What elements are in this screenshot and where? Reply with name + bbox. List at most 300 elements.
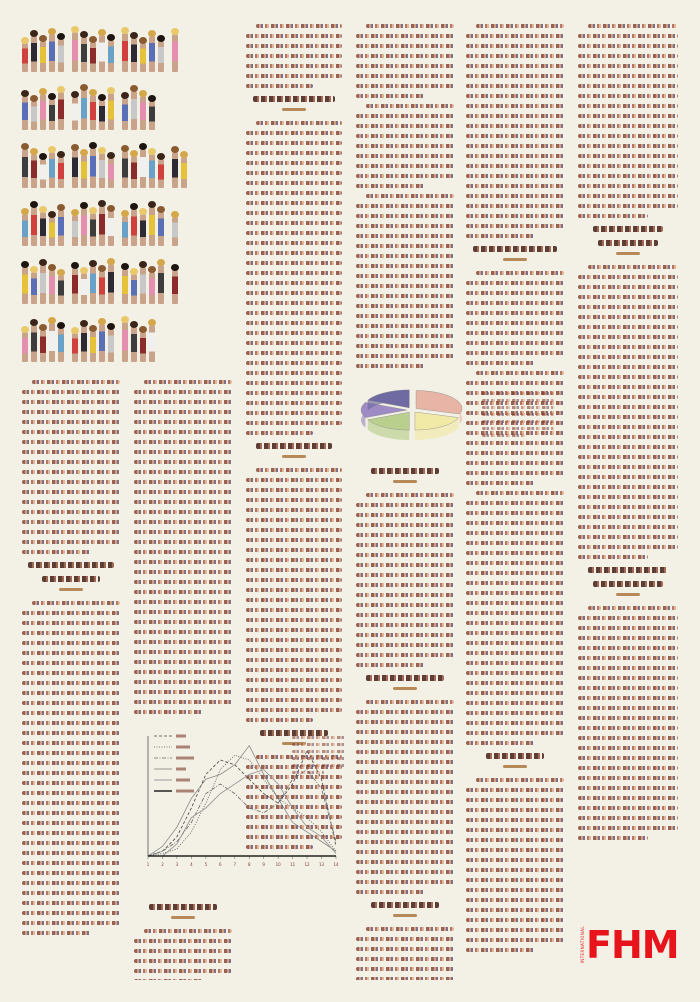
figure — [49, 98, 55, 130]
text-line — [466, 301, 564, 305]
figure — [140, 266, 146, 304]
figure — [49, 322, 55, 362]
text-line — [22, 801, 120, 805]
text-line — [578, 134, 678, 138]
text-line — [246, 141, 342, 145]
legend-entry — [176, 790, 194, 793]
figure — [90, 330, 96, 362]
text-line — [134, 590, 232, 594]
text-line — [578, 174, 678, 178]
text-line — [466, 531, 564, 535]
text-line — [356, 720, 454, 724]
section-heading — [588, 567, 668, 573]
text-line — [134, 660, 232, 664]
text-line — [22, 510, 120, 514]
figure — [149, 271, 155, 304]
text-line — [356, 820, 454, 824]
figure — [49, 269, 55, 304]
text-line — [356, 134, 454, 138]
x-tick-label: 13 — [318, 862, 325, 867]
text-line — [356, 204, 454, 208]
text-line — [22, 851, 120, 855]
figure — [158, 158, 164, 188]
text-line — [466, 114, 564, 118]
text-line — [134, 949, 232, 953]
text-line — [578, 636, 678, 640]
text-line — [356, 364, 425, 368]
text-line — [578, 726, 678, 730]
figure-row — [22, 202, 222, 246]
figure-row — [22, 318, 222, 362]
text-line — [246, 718, 313, 722]
text-line — [578, 555, 648, 559]
text-line — [134, 959, 232, 963]
figure — [131, 155, 137, 188]
text-line — [246, 271, 342, 275]
text-line — [246, 371, 342, 375]
figure — [122, 215, 128, 246]
text-line — [466, 511, 564, 515]
text-line — [578, 124, 678, 128]
text-line — [466, 64, 564, 68]
text-line — [22, 621, 120, 625]
figure — [40, 264, 46, 304]
figure — [72, 149, 78, 188]
text-line — [22, 881, 120, 885]
text-column-b — [134, 380, 232, 720]
text-column-d — [356, 24, 454, 380]
text-line — [134, 540, 232, 544]
figure — [140, 148, 146, 188]
figure — [131, 37, 137, 72]
text-line — [246, 498, 342, 502]
text-line — [246, 151, 342, 155]
text-line — [578, 355, 678, 359]
text-line — [246, 171, 342, 175]
text-line — [356, 623, 454, 627]
caption-line — [482, 427, 554, 430]
x-tick-label: 3 — [175, 862, 179, 867]
text-line — [578, 315, 678, 319]
text-line — [246, 321, 342, 325]
text-line — [356, 663, 425, 667]
text-line — [246, 608, 342, 612]
text-line — [22, 480, 120, 484]
figure — [31, 271, 37, 304]
x-tick-label: 5 — [204, 862, 208, 867]
text-line — [578, 535, 678, 539]
legend-entry — [176, 779, 190, 782]
text-line — [22, 681, 120, 685]
figure — [22, 213, 28, 246]
series-line-s3 — [148, 770, 336, 856]
text-line — [356, 643, 454, 647]
text-line — [356, 830, 454, 834]
text-line — [246, 311, 342, 315]
text-line — [466, 551, 564, 555]
x-tick-label: 2 — [161, 862, 164, 867]
text-line — [134, 560, 232, 564]
text-line — [578, 64, 678, 68]
text-line — [356, 84, 454, 88]
ornament-divider — [616, 252, 640, 255]
figure — [140, 95, 146, 130]
text-line — [356, 553, 454, 557]
text-line — [256, 468, 342, 472]
ornament-divider — [282, 455, 306, 458]
text-line — [578, 345, 678, 349]
text-line — [134, 670, 232, 674]
text-line — [366, 104, 454, 108]
text-line — [466, 471, 564, 475]
figure-row — [22, 86, 222, 130]
figure — [81, 36, 87, 72]
text-line — [356, 583, 454, 587]
figure — [172, 216, 178, 246]
x-tick-label: 4 — [190, 862, 193, 867]
text-line — [466, 788, 564, 792]
text-line — [246, 34, 342, 38]
text-line — [466, 631, 564, 635]
text-line — [22, 641, 120, 645]
text-line — [356, 184, 425, 188]
text-line — [246, 708, 342, 712]
text-line — [22, 741, 120, 745]
figure-lineup — [22, 28, 222, 362]
text-line — [466, 34, 564, 38]
text-line — [356, 294, 454, 298]
text-line — [134, 410, 232, 414]
text-line — [356, 304, 454, 308]
text-line — [466, 908, 564, 912]
text-line — [246, 421, 342, 425]
text-line — [246, 401, 342, 405]
text-line — [366, 24, 454, 28]
text-line — [466, 838, 564, 842]
text-line — [22, 520, 120, 524]
figure — [72, 214, 78, 246]
text-line — [466, 174, 564, 178]
figure — [22, 266, 28, 304]
text-line — [134, 420, 232, 424]
caption-line — [482, 413, 554, 416]
text-line — [22, 821, 120, 825]
text-line — [578, 816, 678, 820]
figure — [149, 153, 155, 188]
text-line — [578, 415, 678, 419]
figure-row — [22, 260, 222, 304]
text-line — [356, 937, 454, 941]
text-line — [356, 890, 425, 894]
legend-entry — [176, 746, 190, 749]
text-line — [246, 351, 342, 355]
text-line — [466, 741, 535, 745]
text-line — [22, 400, 120, 404]
text-line — [578, 766, 678, 770]
text-line — [466, 878, 564, 882]
text-line — [246, 291, 342, 295]
text-line — [356, 334, 454, 338]
text-line — [476, 271, 564, 275]
text-line — [356, 800, 454, 804]
section-heading — [598, 240, 658, 246]
legend-entry — [176, 757, 194, 760]
figure — [158, 40, 164, 72]
text-line — [32, 601, 120, 605]
text-line — [466, 461, 564, 465]
text-line — [134, 390, 232, 394]
text-line — [22, 791, 120, 795]
figure — [81, 207, 87, 246]
figure — [122, 268, 128, 304]
ornament-divider — [393, 687, 417, 690]
text-line — [22, 761, 120, 765]
figure — [31, 206, 37, 246]
text-line — [356, 977, 454, 980]
text-line — [256, 121, 342, 125]
figure — [108, 210, 114, 246]
text-line — [578, 515, 678, 519]
text-line — [134, 520, 232, 524]
text-line — [578, 826, 678, 830]
text-line — [466, 134, 564, 138]
text-line — [356, 254, 454, 258]
text-line — [246, 628, 342, 632]
text-line — [578, 836, 648, 840]
text-line — [356, 947, 454, 951]
figure — [72, 267, 78, 304]
text-line — [134, 710, 203, 714]
text-line — [22, 540, 120, 544]
text-line — [466, 868, 564, 872]
text-line — [22, 420, 120, 424]
text-line — [134, 969, 232, 973]
text-line — [22, 861, 120, 865]
text-line — [578, 495, 678, 499]
text-line — [466, 671, 564, 675]
figure — [90, 41, 96, 72]
figure — [58, 209, 64, 246]
text-line — [466, 184, 564, 188]
text-line — [466, 571, 564, 575]
section-heading — [371, 902, 440, 908]
text-line — [246, 391, 342, 395]
brand-tagline: INTERNATIONAL — [580, 926, 585, 964]
text-line — [356, 264, 454, 268]
section-heading — [486, 753, 545, 759]
ornament-divider — [503, 765, 527, 768]
text-line — [588, 24, 678, 28]
text-line — [466, 888, 564, 892]
caption-line — [292, 736, 346, 739]
text-line — [356, 770, 454, 774]
text-line — [466, 701, 564, 705]
text-line — [134, 530, 232, 534]
text-line — [22, 490, 120, 494]
x-tick-label: 7 — [233, 862, 237, 867]
text-line — [246, 231, 342, 235]
brand-block — [580, 923, 679, 967]
section-heading — [473, 246, 557, 252]
text-line — [466, 361, 535, 365]
text-line — [134, 570, 232, 574]
text-line — [22, 500, 120, 504]
text-line — [22, 771, 120, 775]
section-heading — [149, 904, 218, 910]
text-line — [246, 488, 342, 492]
text-line — [578, 445, 678, 449]
figure — [108, 157, 114, 188]
text-line — [22, 410, 120, 414]
text-line — [578, 114, 678, 118]
text-column-e — [466, 24, 564, 980]
figure — [72, 332, 78, 362]
text-line — [246, 281, 342, 285]
text-line — [578, 746, 678, 750]
text-line — [22, 691, 120, 695]
text-line — [356, 244, 454, 248]
text-line — [246, 411, 342, 415]
text-line — [356, 344, 454, 348]
text-line — [134, 490, 232, 494]
text-line — [246, 658, 342, 662]
text-line — [246, 588, 342, 592]
text-line — [134, 700, 232, 704]
text-line — [246, 84, 313, 88]
figure — [108, 92, 114, 130]
text-line — [578, 104, 678, 108]
text-line — [466, 681, 564, 685]
text-line — [356, 603, 454, 607]
text-line — [466, 848, 564, 852]
text-line — [578, 646, 678, 650]
text-line — [578, 74, 678, 78]
ornament-divider — [393, 480, 417, 483]
text-line — [22, 841, 120, 845]
text-line — [22, 711, 120, 715]
text-line — [246, 688, 342, 692]
caption-line — [482, 434, 525, 437]
text-line — [134, 620, 232, 624]
text-line — [246, 668, 342, 672]
text-line — [134, 550, 232, 554]
pie-slice — [416, 391, 462, 415]
text-line — [356, 74, 454, 78]
text-line — [476, 371, 564, 375]
text-line — [134, 640, 232, 644]
text-line — [466, 561, 564, 565]
text-line — [356, 44, 454, 48]
text-line — [22, 901, 120, 905]
figure — [108, 263, 114, 304]
figure — [149, 206, 155, 246]
text-line — [134, 630, 232, 634]
text-line — [466, 84, 564, 88]
text-line — [356, 54, 454, 58]
text-line — [356, 780, 454, 784]
text-line — [246, 578, 342, 582]
text-line — [356, 513, 454, 517]
text-line — [246, 161, 342, 165]
text-line — [466, 591, 564, 595]
figure — [49, 33, 55, 72]
figure-row — [22, 144, 222, 188]
figure — [131, 90, 137, 130]
caption-line — [292, 757, 346, 760]
text-line — [466, 601, 564, 605]
figure — [31, 153, 37, 188]
figure — [131, 326, 137, 362]
text-line — [246, 518, 342, 522]
text-line — [578, 626, 678, 630]
figure — [31, 100, 37, 130]
figure — [108, 39, 114, 72]
text-line — [466, 898, 564, 902]
text-column-d-lower — [356, 460, 454, 980]
text-line — [356, 613, 454, 617]
figure — [172, 33, 178, 72]
text-line — [578, 154, 678, 158]
text-line — [356, 850, 454, 854]
figure — [99, 270, 105, 304]
text-line — [466, 311, 564, 315]
text-line — [134, 500, 232, 504]
text-line — [578, 425, 678, 429]
text-line — [22, 921, 120, 925]
text-line — [466, 44, 564, 48]
text-line — [466, 918, 564, 922]
text-line — [466, 521, 564, 525]
text-line — [356, 740, 454, 744]
caption-line — [482, 399, 554, 402]
text-line — [578, 656, 678, 660]
text-line — [466, 711, 564, 715]
text-line — [356, 214, 454, 218]
figure — [22, 148, 28, 188]
text-line — [356, 840, 454, 844]
figure — [140, 42, 146, 72]
text-line — [578, 736, 678, 740]
text-line — [356, 967, 454, 971]
text-line — [134, 979, 203, 980]
text-line — [134, 440, 232, 444]
text-line — [246, 44, 342, 48]
text-column-a — [22, 380, 120, 980]
text-line — [466, 234, 535, 238]
text-line — [22, 731, 120, 735]
caption-line — [292, 764, 346, 767]
figure — [72, 31, 78, 72]
text-line — [578, 806, 678, 810]
figure — [90, 94, 96, 130]
text-line — [466, 281, 564, 285]
figure — [122, 321, 128, 362]
text-line — [466, 858, 564, 862]
text-line — [356, 710, 454, 714]
section-heading — [256, 443, 333, 449]
text-line — [134, 939, 232, 943]
text-line — [366, 927, 454, 931]
text-line — [578, 305, 678, 309]
caption-line — [292, 743, 346, 746]
text-line — [246, 361, 342, 365]
figure — [49, 151, 55, 188]
ornament-divider — [282, 108, 306, 111]
text-line — [22, 751, 120, 755]
text-line — [356, 790, 454, 794]
text-line — [246, 431, 313, 435]
figure — [131, 273, 137, 304]
